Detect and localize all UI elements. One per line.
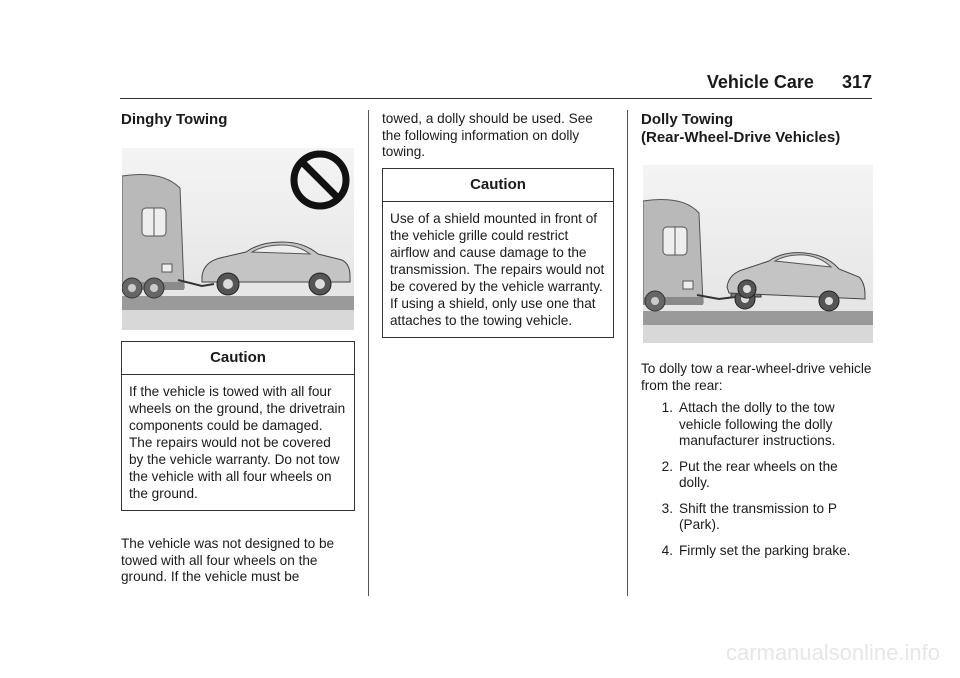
- dolly-steps-list: [641, 400, 871, 568]
- caution-title: Caution: [383, 169, 613, 202]
- caution-box-2: [382, 168, 614, 338]
- step-number: 1.: [661, 400, 673, 415]
- step-text: Attach the dolly to the tow vehicle following the dolly manufacturer instructions.: [679, 400, 836, 448]
- dinghy-towing-heading: Dinghy Towing: [121, 111, 228, 128]
- caution-text: Use of a shield mounted in front of the vehicle grille could restrict airflow and cause damage to the transmission. The repairs would not be covered by the vehicle warranty. If using a shield, only use one that attaches to the towing vehicle.: [390, 211, 605, 328]
- dolly-towing-illustration: [643, 165, 873, 343]
- header-rule: [120, 98, 872, 99]
- dinghy-towing-illustration: [122, 148, 354, 330]
- step-text: Shift the transmission to P (Park).: [679, 500, 837, 532]
- caution-title: Caution: [122, 342, 354, 375]
- step-number: 4.: [661, 542, 673, 558]
- list-item: [641, 501, 871, 534]
- dinghy-paragraph: The vehicle was not designed to be towed with all four wheels on the ground. If the vehicle must be: [121, 536, 335, 584]
- watermark: carmanualsonline.info: [725, 640, 940, 665]
- list-item: [641, 543, 871, 560]
- column-divider-2: [627, 110, 628, 596]
- page-number: 317: [841, 72, 872, 92]
- step-number: 3.: [661, 500, 673, 516]
- dolly-intro-paragraph: towed, a dolly should be used. See the following information on dolly towing.: [382, 111, 593, 159]
- caution-text: If the vehicle is towed with all four wheels on the ground, the drivetrain components could be damaged. The repairs would not be covered by the vehicle warranty. Do not tow the vehicle with all four wheels on the ground.: [129, 384, 346, 501]
- heading-line-2: (Rear-Wheel-Drive Vehicles): [641, 129, 841, 146]
- caution-box-1: [121, 341, 355, 511]
- heading-line-1: Dolly Towing: [641, 111, 734, 128]
- list-item: [641, 400, 871, 450]
- dolly-towing-heading: [641, 111, 873, 147]
- column-divider-1: [368, 110, 369, 596]
- section-title: Vehicle Care: [706, 72, 814, 92]
- dolly-instructions-intro: To dolly tow a rear-wheel-drive vehicle from the rear:: [641, 361, 872, 393]
- step-number: 2.: [661, 458, 673, 474]
- list-item: [641, 459, 871, 492]
- step-text: Firmly set the parking brake.: [679, 542, 851, 558]
- step-text: Put the rear wheels on the dolly.: [679, 458, 838, 490]
- page-header: [707, 72, 872, 93]
